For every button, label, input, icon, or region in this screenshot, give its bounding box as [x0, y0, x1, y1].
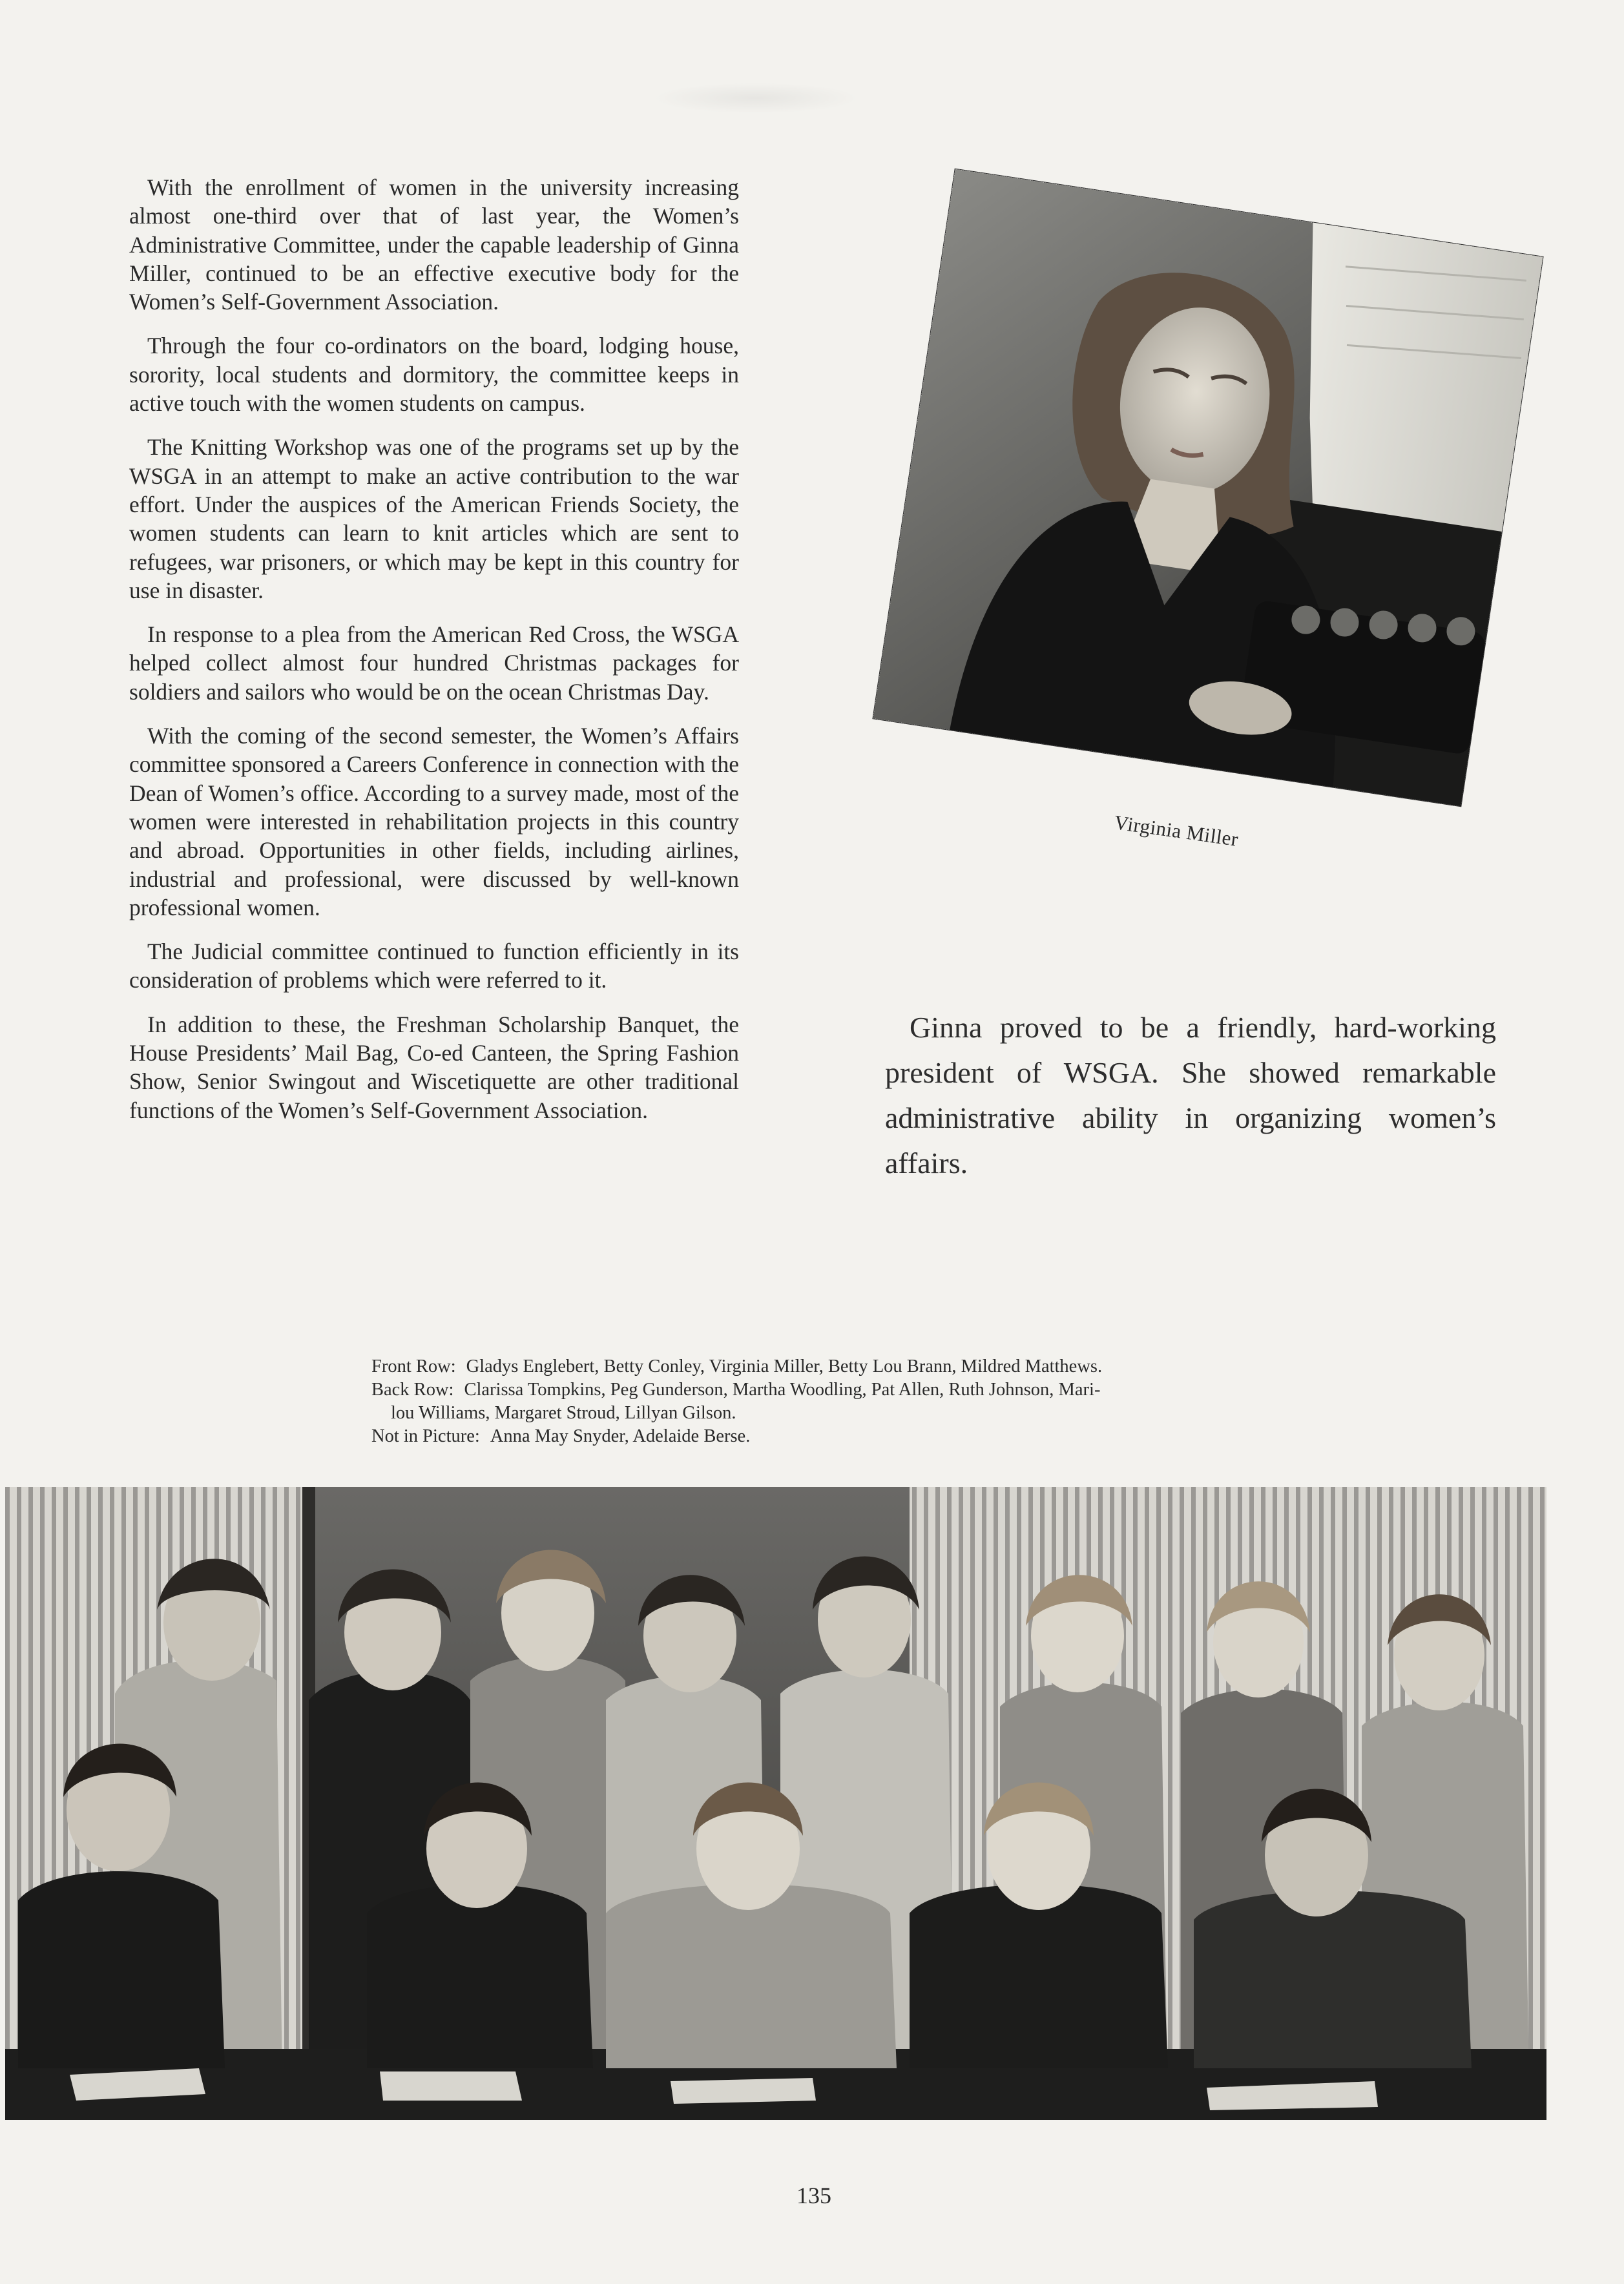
pull-quote: [885, 1005, 1496, 1186]
article-body: [129, 173, 739, 1140]
paragraph-enrollment: With the enrollment of women in the university increasing almost one-third over that of last year, the Women’s Administrative Committee, under the capable leadership of Ginna Miller, continued to be an effective executive body for the Women’s Self-Government Association.: [129, 174, 739, 315]
page-number: 135: [796, 2183, 831, 2208]
portrait-caption: Virginia Miller: [1112, 811, 1240, 851]
not-in-picture-names: Anna May Snyder, Adelaide Berse.: [490, 1426, 751, 1446]
back-row-label: Back Row:: [371, 1380, 454, 1400]
paragraph-red-cross: In response to a plea from the American Red Cross, the WSGA helped collect almost four hundred Christmas packages for soldiers and sailors who would be on the ocean Christmas Day.: [129, 621, 739, 705]
back-row-names-continued: lou Williams, Margaret Stroud, Lillyan Gilson.: [391, 1403, 736, 1423]
front-row-line: [371, 1355, 1289, 1378]
print-smudge: [652, 83, 859, 114]
paragraph-knitting-workshop: The Knitting Workshop was one of the programs set up by the WSGA in an attempt to make an active contribution to the war effort. Under the auspices of the American Friends Society, the women students can learn to knit articles which are sent to refugees, war prisoners, or which may be kept in this country for use in disaster.: [129, 434, 739, 603]
paragraph-judicial-committee: The Judicial committee continued to function efficiently in its consideration of problems which were referred to it.: [129, 939, 739, 993]
front-row-label: Front Row:: [371, 1356, 456, 1376]
portrait-photo: [873, 169, 1543, 807]
paragraph-traditional-functions: In addition to these, the Freshman Scholarship Banquet, the House Presidents’ Mail Bag, Co-ed Canteen, the Spring Fashion Show, Senior Swingout and Wiscetiquette are other traditional functions of the Women’s Self-Government Association.: [129, 1011, 739, 1123]
paragraph-careers-conference: With the coming of the second semester, the Women’s Affairs committee sponsored a Careers Conference in connection with the Dean of Women’s office. According to a survey made, most of the women were interested in rehabilitation projects in this country and abroad. Opportunities in other fields, including airlines, industrial and professional, were discussed by well-known professional women.: [129, 723, 739, 920]
not-in-picture-label: Not in Picture:: [371, 1426, 480, 1446]
front-row-names: Gladys Englebert, Betty Conley, Virginia Miller, Betty Lou Brann, Mildred Matthews.: [466, 1356, 1103, 1376]
back-row-line: [371, 1378, 1289, 1402]
group-photo-caption: [371, 1355, 1289, 1448]
back-row-names: Clarissa Tompkins, Peg Gunderson, Martha Woodling, Pat Allen, Ruth Johnson, Mari-: [464, 1380, 1101, 1400]
pull-quote-text: Ginna proved to be a friendly, hard-working president of WSGA. She showed remarkable administrative ability in organizing women’s affairs.: [885, 1011, 1496, 1179]
not-in-picture-line: [371, 1425, 1289, 1448]
paragraph-coordinators: Through the four co-ordinators on the board, lodging house, sorority, local students and dormitory, the committee keeps in active touch with the women students on campus.: [129, 333, 739, 417]
group-photo: [5, 1487, 1546, 2120]
